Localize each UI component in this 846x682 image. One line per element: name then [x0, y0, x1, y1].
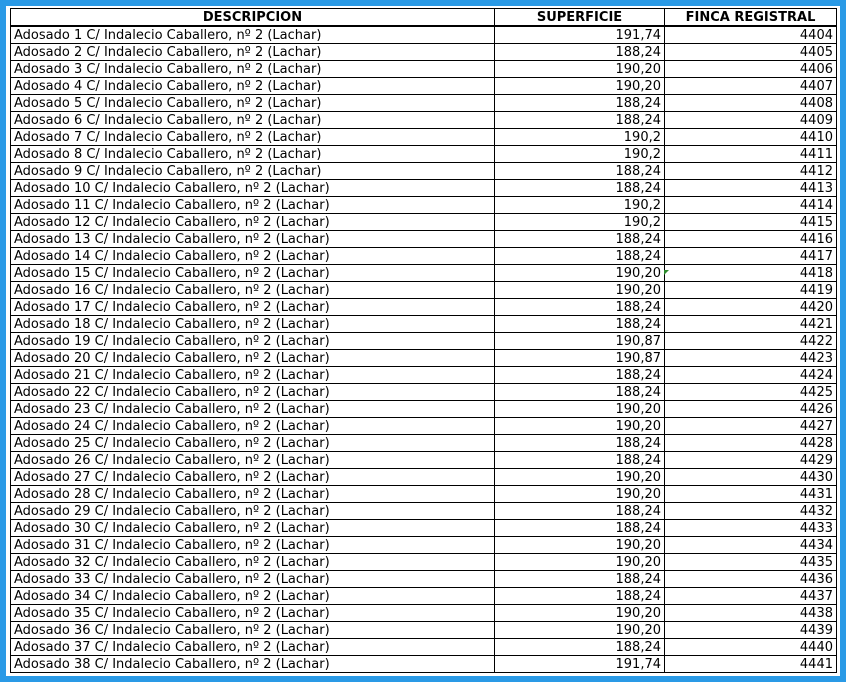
cell-superficie[interactable]: 190,20: [495, 401, 665, 418]
cell-descripcion[interactable]: Adosado 11 C/ Indalecio Caballero, nº 2 (Lachar): [11, 197, 495, 214]
cell-superficie[interactable]: 190,20: [495, 622, 665, 639]
cell-descripcion[interactable]: Adosado 23 C/ Indalecio Caballero, nº 2 (Lachar): [11, 401, 495, 418]
cell-descripcion[interactable]: Adosado 12 C/ Indalecio Caballero, nº 2 (Lachar): [11, 214, 495, 231]
cell-finca-registral[interactable]: 4427: [665, 418, 837, 435]
table-row: [11, 95, 837, 112]
cell-superficie[interactable]: 190,20: [495, 418, 665, 435]
cell-finca-registral[interactable]: 4429: [665, 452, 837, 469]
cell-superficie[interactable]: 188,24: [495, 44, 665, 61]
cell-finca-registral[interactable]: 4419: [665, 282, 837, 299]
cell-finca-registral[interactable]: 4441: [665, 656, 837, 673]
cell-superficie[interactable]: 188,24: [495, 435, 665, 452]
table-row: [11, 418, 837, 435]
cell-superficie[interactable]: 190,2: [495, 129, 665, 146]
cell-superficie[interactable]: 190,20: [495, 61, 665, 78]
cell-superficie[interactable]: 188,24: [495, 452, 665, 469]
cell-superficie[interactable]: 188,24: [495, 163, 665, 180]
cell-finca-registral[interactable]: 4420: [665, 299, 837, 316]
cell-descripcion[interactable]: Adosado 19 C/ Indalecio Caballero, nº 2 (Lachar): [11, 333, 495, 350]
cell-descripcion[interactable]: Adosado 35 C/ Indalecio Caballero, nº 2 (Lachar): [11, 605, 495, 622]
header-superficie[interactable]: SUPERFICIE: [495, 9, 665, 27]
table-row: [11, 197, 837, 214]
cell-finca-registral[interactable]: 4411: [665, 146, 837, 163]
cell-descripcion[interactable]: Adosado 37 C/ Indalecio Caballero, nº 2 (Lachar): [11, 639, 495, 656]
cell-descripcion[interactable]: Adosado 25 C/ Indalecio Caballero, nº 2 (Lachar): [11, 435, 495, 452]
cell-finca-registral[interactable]: 4417: [665, 248, 837, 265]
cell-superficie[interactable]: 188,24: [495, 299, 665, 316]
cell-descripcion[interactable]: Adosado 10 C/ Indalecio Caballero, nº 2 (Lachar): [11, 180, 495, 197]
cell-finca-registral[interactable]: 4438: [665, 605, 837, 622]
table-row: [11, 656, 837, 673]
cell-finca-registral[interactable]: 4410: [665, 129, 837, 146]
table-row: [11, 78, 837, 95]
cell-descripcion[interactable]: Adosado 3 C/ Indalecio Caballero, nº 2 (Lachar): [11, 61, 495, 78]
cell-finca-registral[interactable]: 4408: [665, 95, 837, 112]
cell-superficie[interactable]: 188,24: [495, 367, 665, 384]
cell-descripcion[interactable]: Adosado 28 C/ Indalecio Caballero, nº 2 (Lachar): [11, 486, 495, 503]
cell-descripcion[interactable]: Adosado 4 C/ Indalecio Caballero, nº 2 (Lachar): [11, 78, 495, 95]
cell-finca-registral[interactable]: 4404: [665, 26, 837, 44]
cell-finca-registral[interactable]: 4428: [665, 435, 837, 452]
cell-descripcion[interactable]: Adosado 30 C/ Indalecio Caballero, nº 2 (Lachar): [11, 520, 495, 537]
table-row: [11, 452, 837, 469]
table-row: [11, 350, 837, 367]
cell-descripcion[interactable]: Adosado 14 C/ Indalecio Caballero, nº 2 (Lachar): [11, 248, 495, 265]
table-row: [11, 384, 837, 401]
cell-superficie[interactable]: 190,20: [495, 605, 665, 622]
cell-descripcion[interactable]: Adosado 17 C/ Indalecio Caballero, nº 2 (Lachar): [11, 299, 495, 316]
table-row: [11, 163, 837, 180]
cell-descripcion[interactable]: Adosado 1 C/ Indalecio Caballero, nº 2 (Lachar): [11, 26, 495, 44]
cell-superficie[interactable]: 190,20: [495, 78, 665, 95]
cell-finca-registral[interactable]: 4421: [665, 316, 837, 333]
table-row: [11, 639, 837, 656]
cell-descripcion[interactable]: Adosado 32 C/ Indalecio Caballero, nº 2 (Lachar): [11, 554, 495, 571]
cell-superficie[interactable]: 188,24: [495, 384, 665, 401]
cell-finca-registral[interactable]: 4424: [665, 367, 837, 384]
cell-superficie[interactable]: 190,20: [495, 282, 665, 299]
cell-superficie[interactable]: 188,24: [495, 231, 665, 248]
cell-superficie[interactable]: 188,24: [495, 248, 665, 265]
table-body: [11, 26, 837, 673]
header-finca-registral[interactable]: FINCA REGISTRAL: [665, 9, 837, 27]
table-row: [11, 26, 837, 44]
cell-finca-registral[interactable]: 4425: [665, 384, 837, 401]
cell-finca-registral[interactable]: 4414: [665, 197, 837, 214]
table-row: [11, 265, 837, 282]
cell-descripcion[interactable]: Adosado 29 C/ Indalecio Caballero, nº 2 (Lachar): [11, 503, 495, 520]
cell-descripcion[interactable]: Adosado 20 C/ Indalecio Caballero, nº 2 (Lachar): [11, 350, 495, 367]
table-row: [11, 537, 837, 554]
cell-superficie[interactable]: 190,20: [495, 265, 665, 282]
cell-descripcion[interactable]: Adosado 6 C/ Indalecio Caballero, nº 2 (Lachar): [11, 112, 495, 129]
cell-finca-registral[interactable]: 4437: [665, 588, 837, 605]
table-row: [11, 554, 837, 571]
cell-superficie[interactable]: 190,2: [495, 146, 665, 163]
cell-finca-registral[interactable]: 4436: [665, 571, 837, 588]
table-row: [11, 435, 837, 452]
cell-finca-registral[interactable]: 4422: [665, 333, 837, 350]
cell-superficie[interactable]: 188,24: [495, 571, 665, 588]
cell-descripcion[interactable]: Adosado 16 C/ Indalecio Caballero, nº 2 (Lachar): [11, 282, 495, 299]
spreadsheet-frame: [6, 6, 840, 676]
cell-finca-registral[interactable]: 4413: [665, 180, 837, 197]
table-row: [11, 316, 837, 333]
cell-superficie[interactable]: 190,20: [495, 486, 665, 503]
table-row: [11, 333, 837, 350]
cell-superficie[interactable]: 188,24: [495, 503, 665, 520]
table-row: [11, 605, 837, 622]
table-row: [11, 248, 837, 265]
cell-descripcion[interactable]: Adosado 8 C/ Indalecio Caballero, nº 2 (Lachar): [11, 146, 495, 163]
cell-descripcion[interactable]: Adosado 26 C/ Indalecio Caballero, nº 2 (Lachar): [11, 452, 495, 469]
cell-descripcion[interactable]: Adosado 2 C/ Indalecio Caballero, nº 2 (Lachar): [11, 44, 495, 61]
table-row: [11, 44, 837, 61]
table-row: [11, 367, 837, 384]
cell-descripcion[interactable]: Adosado 21 C/ Indalecio Caballero, nº 2 (Lachar): [11, 367, 495, 384]
table-row: [11, 588, 837, 605]
cell-superficie[interactable]: 190,20: [495, 537, 665, 554]
table-row: [11, 146, 837, 163]
cell-finca-registral[interactable]: 4431: [665, 486, 837, 503]
cell-finca-registral[interactable]: 4405: [665, 44, 837, 61]
cell-descripcion[interactable]: Adosado 36 C/ Indalecio Caballero, nº 2 (Lachar): [11, 622, 495, 639]
cell-finca-registral[interactable]: 4434: [665, 537, 837, 554]
cell-finca-registral[interactable]: 4439: [665, 622, 837, 639]
table-row: [11, 622, 837, 639]
cell-descripcion[interactable]: Adosado 15 C/ Indalecio Caballero, nº 2 (Lachar): [11, 265, 495, 282]
cell-finca-registral[interactable]: 4409: [665, 112, 837, 129]
cell-superficie[interactable]: 188,24: [495, 588, 665, 605]
cell-superficie[interactable]: 190,20: [495, 469, 665, 486]
table-row: [11, 486, 837, 503]
cell-descripcion[interactable]: Adosado 18 C/ Indalecio Caballero, nº 2 (Lachar): [11, 316, 495, 333]
header-descripcion[interactable]: DESCRIPCION: [11, 9, 495, 27]
cell-superficie[interactable]: 190,2: [495, 214, 665, 231]
table-row: [11, 231, 837, 248]
table-row: [11, 129, 837, 146]
cell-superficie[interactable]: 188,24: [495, 316, 665, 333]
table-row: [11, 503, 837, 520]
cell-superficie[interactable]: 190,87: [495, 350, 665, 367]
header-row: [11, 9, 837, 27]
cell-superficie[interactable]: 191,74: [495, 26, 665, 44]
cell-superficie[interactable]: 190,2: [495, 197, 665, 214]
cell-superficie[interactable]: 188,24: [495, 112, 665, 129]
table-row: [11, 61, 837, 78]
cell-superficie[interactable]: 188,24: [495, 180, 665, 197]
cell-finca-registral[interactable]: 4423: [665, 350, 837, 367]
cell-descripcion[interactable]: Adosado 13 C/ Indalecio Caballero, nº 2 (Lachar): [11, 231, 495, 248]
table-row: [11, 299, 837, 316]
cell-finca-registral[interactable]: 4433: [665, 520, 837, 537]
cell-superficie[interactable]: 190,87: [495, 333, 665, 350]
cell-superficie[interactable]: 188,24: [495, 95, 665, 112]
cell-descripcion[interactable]: Adosado 7 C/ Indalecio Caballero, nº 2 (Lachar): [11, 129, 495, 146]
cell-descripcion[interactable]: Adosado 31 C/ Indalecio Caballero, nº 2 (Lachar): [11, 537, 495, 554]
cell-finca-registral[interactable]: 4407: [665, 78, 837, 95]
cell-finca-registral[interactable]: 4430: [665, 469, 837, 486]
cell-descripcion[interactable]: Adosado 33 C/ Indalecio Caballero, nº 2 (Lachar): [11, 571, 495, 588]
cell-finca-registral[interactable]: 4415: [665, 214, 837, 231]
cell-descripcion[interactable]: Adosado 22 C/ Indalecio Caballero, nº 2 (Lachar): [11, 384, 495, 401]
table-row: [11, 401, 837, 418]
cell-descripcion[interactable]: Adosado 24 C/ Indalecio Caballero, nº 2 (Lachar): [11, 418, 495, 435]
cell-descripcion[interactable]: Adosado 27 C/ Indalecio Caballero, nº 2 (Lachar): [11, 469, 495, 486]
cell-finca-registral[interactable]: 4432: [665, 503, 837, 520]
cell-finca-registral[interactable]: 4440: [665, 639, 837, 656]
property-table: [10, 8, 837, 673]
cell-superficie[interactable]: 191,74: [495, 656, 665, 673]
cell-finca-registral[interactable]: 4406: [665, 61, 837, 78]
table-row: [11, 571, 837, 588]
cell-descripcion[interactable]: Adosado 5 C/ Indalecio Caballero, nº 2 (Lachar): [11, 95, 495, 112]
table-row: [11, 469, 837, 486]
cell-superficie[interactable]: 190,20: [495, 554, 665, 571]
cell-finca-registral[interactable]: 4435: [665, 554, 837, 571]
table-row: [11, 282, 837, 299]
cell-superficie[interactable]: 188,24: [495, 639, 665, 656]
table-row: [11, 214, 837, 231]
cell-finca-registral[interactable]: 4416: [665, 231, 837, 248]
cell-finca-registral[interactable]: 4412: [665, 163, 837, 180]
cell-superficie[interactable]: 188,24: [495, 520, 665, 537]
cell-comment-marker: [664, 270, 669, 275]
cell-finca-registral[interactable]: 4418: [665, 265, 837, 282]
cell-descripcion[interactable]: Adosado 9 C/ Indalecio Caballero, nº 2 (Lachar): [11, 163, 495, 180]
table-row: [11, 112, 837, 129]
cell-descripcion[interactable]: Adosado 38 C/ Indalecio Caballero, nº 2 (Lachar): [11, 656, 495, 673]
cell-descripcion[interactable]: Adosado 34 C/ Indalecio Caballero, nº 2 (Lachar): [11, 588, 495, 605]
table-row: [11, 180, 837, 197]
cell-finca-registral[interactable]: 4426: [665, 401, 837, 418]
table-row: [11, 520, 837, 537]
